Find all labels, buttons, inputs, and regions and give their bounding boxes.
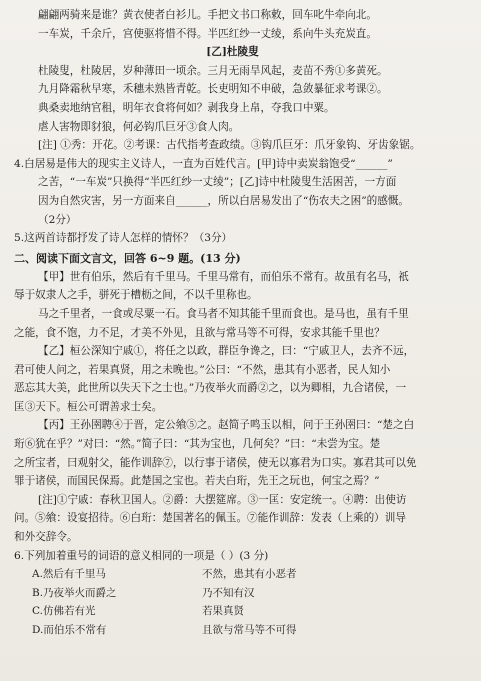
question-4-score: （2分） bbox=[38, 213, 77, 226]
poem-b-line-1: 杜陵叟，杜陵居，岁种薄田一顷余。三月无雨旱风起，麦苗不秀①多黄死。 bbox=[38, 64, 388, 77]
annotation-line-3: 和外交辞令。 bbox=[14, 531, 78, 544]
text-jia-line-3: 马之千里者，一食或尽粟一石。食马者不知其能千里而食也。是马也，虽有千里 bbox=[38, 307, 409, 320]
poem-a-line-1: 翩翩两骑来是谁？黄衣使者白衫儿。手把文书口称敕，回车叱牛牵向北。 bbox=[38, 9, 377, 21]
option-a-right: 不然，患其有小恶者 bbox=[202, 568, 297, 581]
text-bing-line-2: 珩⑥犹在乎？”对曰：“然。”简子曰：“其为宝也，几何矣？”曰：“未尝为宝。楚 bbox=[14, 438, 381, 451]
poem-b-title: [乙]杜陵叟 bbox=[206, 46, 259, 59]
option-a-left[interactable]: A.然后有千里马 bbox=[32, 568, 106, 581]
option-d-right: 且欲与常马等不可得 bbox=[202, 623, 297, 636]
option-b-right: 乃不知有汉 bbox=[202, 586, 255, 599]
question-4-line-2: 之苦，“一车炭”只换得“半匹红纱一丈绫”；[乙]诗中杜陵叟生活困苦，一方面 bbox=[38, 176, 397, 189]
text-jia-line-4: 之能，食不饱，力不足，才美不外见，且欲与常马等不可得，安求其能千里也？ bbox=[14, 326, 385, 339]
option-d-left[interactable]: D.而伯乐不常有 bbox=[32, 623, 107, 636]
option-b-left[interactable]: B.乃夜举火而爵之 bbox=[32, 586, 117, 599]
question-4-line-1: 4.白居易是伟大的现实主义诗人，一直为百姓代言。[甲]诗中卖炭翁饱受“______” bbox=[14, 157, 393, 170]
question-5: 5.这两首诗都抒发了诗人怎样的情怀？（3分） bbox=[14, 232, 233, 245]
question-6-stem: 6.下列加着重号的词语的意义相同的一项是（ ）(3 分) bbox=[14, 549, 269, 562]
text-bing-line-3: 之所宝者，曰观射父，能作训辞⑦，以行事于诸侯，使无以寡君为口实。寡君其可以免 bbox=[14, 456, 417, 469]
question-6-options bbox=[14, 565, 471, 639]
poem-b-line-2: 九月降霜秋早寒，禾穗未熟皆青乾。长吏明知不申破，急敛暴征求考课②。 bbox=[38, 83, 388, 96]
text-yi-line-2: 君可使人问之，若果真贤，用之未晚也。”公曰：“不然，患其有小恶者，民人知小 bbox=[14, 363, 391, 376]
poem-a-line-2: 一车炭，千余斤，宫使驱将惜不得。半匹红纱一丈绫，系向牛头充炭直。 bbox=[38, 27, 377, 40]
section-2-heading: 二、阅读下面文言文，回答 6~9 题。(13 分) bbox=[14, 251, 241, 265]
text-yi-line-4: 匡③天下。桓公可谓善求士矣。 bbox=[14, 400, 163, 413]
option-c-left[interactable]: C.仿佛若有光 bbox=[32, 605, 96, 618]
text-yi-line-3: 恶忘其大美，此世所以失天下之士也。”乃夜举火而爵②之，以为卿相，九合诸侯，一 bbox=[14, 382, 407, 395]
text-jia-line-2: 辱于奴隶人之手，骈死于槽枥之间，不以千里称也。 bbox=[14, 289, 258, 302]
text-bing-line-4: 罪于诸侯，而国民保焉。此楚国之宝也。若夫白珩，先王之玩也，何宝之焉？” bbox=[14, 475, 380, 488]
question-4-line-3: 因为自然灾害，另一方面来自______，所以白居易发出了“伤农夫之困”的感慨。 bbox=[38, 194, 410, 207]
option-c-right: 若果真贤 bbox=[202, 605, 244, 618]
text-bing-line-1: 【丙】王孙圉聘④于晋，定公飨⑤之。赵简子鸣玉以相，问于王孙圉曰：“楚之白 bbox=[38, 419, 415, 432]
poem-b-line-3: 典桑卖地纳官租，明年衣食将何如？剥我身上帛，夺我口中粟。 bbox=[38, 101, 335, 114]
text-jia-line-1: 【甲】世有伯乐，然后有千里马。千里马常有，而伯乐不常有。故虽有名马，祇 bbox=[38, 270, 409, 283]
text-yi-line-1: 【乙】桓公深知宁戚①，将任之以政，群臣争谗之，曰：“宁戚卫人，去齐不远， bbox=[38, 345, 415, 358]
annotation-line-1: [注]①宁戚：春秋卫国人。②爵：大摆筵席。③一匡：安定统一。④聘：出使访 bbox=[38, 493, 407, 506]
poem-b-note: [注] ①秀：开花。②考课：古代指考查政绩。③钩爪巨牙：爪牙象钩、牙齿象锯。 bbox=[38, 139, 421, 152]
poem-b-line-4: 虐人害物即豺狼，何必钩爪巨牙③食人肉。 bbox=[38, 120, 240, 133]
annotation-line-2: 问。⑤飨：设宴招待。⑥白珩：楚国著名的佩玉。⑦能作训辞：发表（上乘的）训导 bbox=[14, 512, 406, 525]
